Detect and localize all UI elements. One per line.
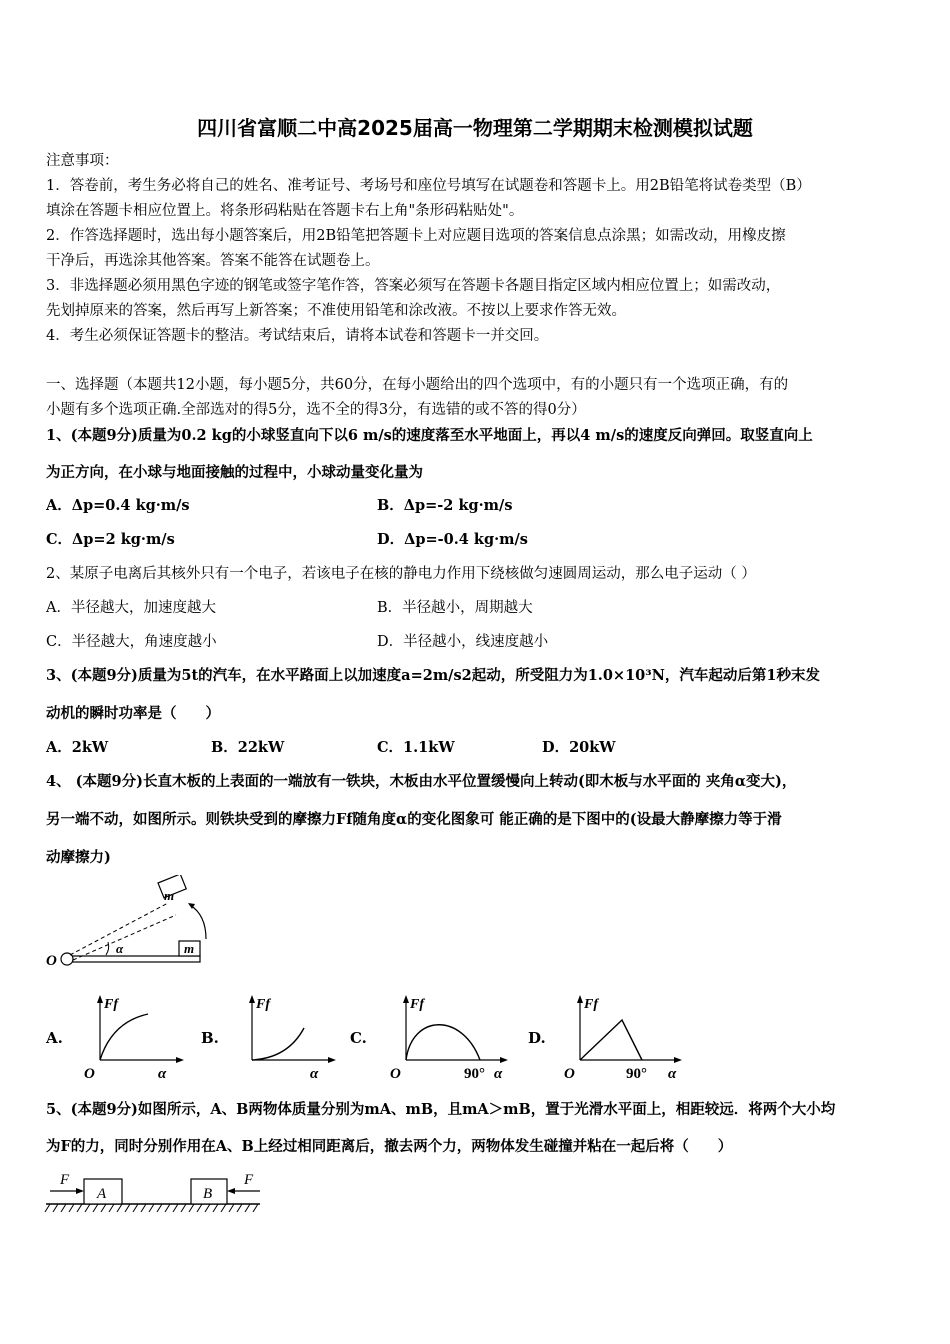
graph-d-tick: 90° [626,1066,647,1082]
graph-d [560,992,685,1084]
q4-stem: 另一端不动，如图所示。则铁块受到的摩擦力Ff随角度α的变化图象可 能正确的是下图中的(设最大静摩擦力等于滑 [46,811,782,828]
notice-line: 填涂在答题卡相应位置上。将条形码粘贴在答题卡右上角"条形码粘贴处"。 [46,203,524,219]
q3-option-d: D．20kW [542,739,616,756]
graph-d-origin: O [564,1066,575,1082]
graph-b-y-label: Ff [256,997,270,1012]
graph-a-label: A. [46,1029,63,1047]
graph-c-y-label: Ff [410,997,424,1012]
q1-option-b: B．Δp=-2 kg·m/s [377,497,513,514]
q1-option-c: C．Δp=2 kg·m/s [46,531,175,548]
force-label-left: F [60,1172,70,1188]
incline-origin-label: O [46,953,57,969]
q2-option-c: C．半径越大，角速度越小 [46,634,217,650]
notice-heading: 注意事项： [46,153,119,169]
block-b-label: B [203,1186,213,1202]
section-heading: 小题有多个选项正确.全部选对的得5分，选不全的得3分，有选错的或不答的得0分） [46,402,586,418]
q3-stem: 动机的瞬时功率是（ ） [46,705,220,722]
q3-stem: 3、(本题9分)质量为5t的汽车，在水平路面上以加速度a=2m/s2起动，所受阻力为1.0×10³N，汽车起动后第1秒末发 [46,667,820,684]
q4-stem: 4、 (本题9分)长直木板的上表面的一端放有一铁块，木板由水平位置缓慢向上转动(即木板与水平面的 夹角α变大)， [46,773,797,790]
graph-a-origin: O [84,1066,95,1082]
q2-option-a: A．半径越大，加速度越大 [46,600,216,616]
q5-stem: 为F的力，同时分别作用在A、B上经过相同距离后，撤去两个力，两物体发生碰撞并粘在一起后将（ ） [46,1138,733,1155]
notice-line: 1．答卷前，考生务必将自己的姓名、准考证号、考场号和座位号填写在试题卷和答题卡上。用2B铅笔将试卷类型（B） [46,178,811,194]
q4-stem: 动摩擦力) [46,849,111,866]
q1-option-d: D．Δp=-0.4 kg·m/s [377,531,528,548]
graph-d-label: D. [528,1029,546,1047]
notice-line: 3．非选择题必须用黑色字迹的钢笔或签字笔作答，答案必须写在答题卡各题目指定区域内相应位置上；如需改动， [46,278,781,294]
graph-a [80,992,185,1084]
q1-option-a: A．Δp=0.4 kg·m/s [46,497,190,514]
q1-stem: 为正方向，在小球与地面接触的过程中，小球动量变化量为 [46,464,423,481]
graph-a-x-label: α [158,1066,167,1082]
graph-a-y-label: Ff [104,997,118,1012]
graph-c-origin: O [390,1066,401,1082]
graph-c-tick: 90° [464,1066,485,1082]
graph-d-x-label: α [668,1066,677,1082]
section-heading: 一、选择题（本题共12小题，每小题5分，共60分，在每小题给出的四个选项中，有的小题只有一个选项正确，有的 [46,377,789,393]
incline-angle-label: α [116,941,124,956]
page-title: 四川省富顺二中高2025届高一物理第二学期期末检测模拟试题 [197,116,753,140]
graph-b-label: B. [201,1029,219,1047]
q2-stem: 2、某原子电离后其核外只有一个电子，若该电子在核的静电力作用下绕核做匀速圆周运动，那么电子运动（ ） [46,566,756,582]
force-label-right: F [244,1172,254,1188]
incline-board-figure [40,875,220,975]
notice-line: 4．考生必须保证答题卡的整洁。考试结束后，请将本试卷和答题卡一并交回。 [46,328,549,344]
block-a-label: A [97,1186,107,1202]
q3-option-a: A．2kW [46,739,109,756]
q3-option-c: C．1.1kW [377,739,455,756]
board-mass-label: m [184,941,195,956]
incline-mass-label: m [164,888,175,903]
q2-option-d: D．半径越小，线速度越小 [377,634,549,650]
blocks-figure [42,1168,267,1218]
q2-option-b: B．半径越小，周期越大 [377,600,533,616]
notice-line: 先划掉原来的答案，然后再写上新答案；不准使用铅笔和涂改液。不按以上要求作答无效。 [46,303,626,319]
graph-c [386,992,511,1084]
notice-line: 干净后，再选涂其他答案。答案不能答在试题卷上。 [46,253,380,269]
graph-d-y-label: Ff [584,997,598,1012]
q1-stem: 1、(本题9分)质量为0.2 kg的小球竖直向下以6 m/s的速度落至水平地面上，再以4 m/s的速度反向弹回。取竖直向上 [46,427,813,444]
q5-stem: 5、(本题9分)如图所示，A、B两物体质量分别为mA、mB，且mA＞mB，置于光滑水平面上，相距较远．将两个大小均 [46,1101,836,1118]
q3-option-b: B．22kW [211,739,285,756]
graph-b-x-label: α [310,1066,319,1082]
graph-c-label: C. [350,1029,367,1047]
graph-b [232,992,337,1084]
graph-c-x-label: α [494,1066,503,1082]
notice-line: 2．作答选择题时，选出每小题答案后，用2B铅笔把答题卡上对应题目选项的答案信息点涂黑；如需改动，用橡皮擦 [46,228,786,244]
